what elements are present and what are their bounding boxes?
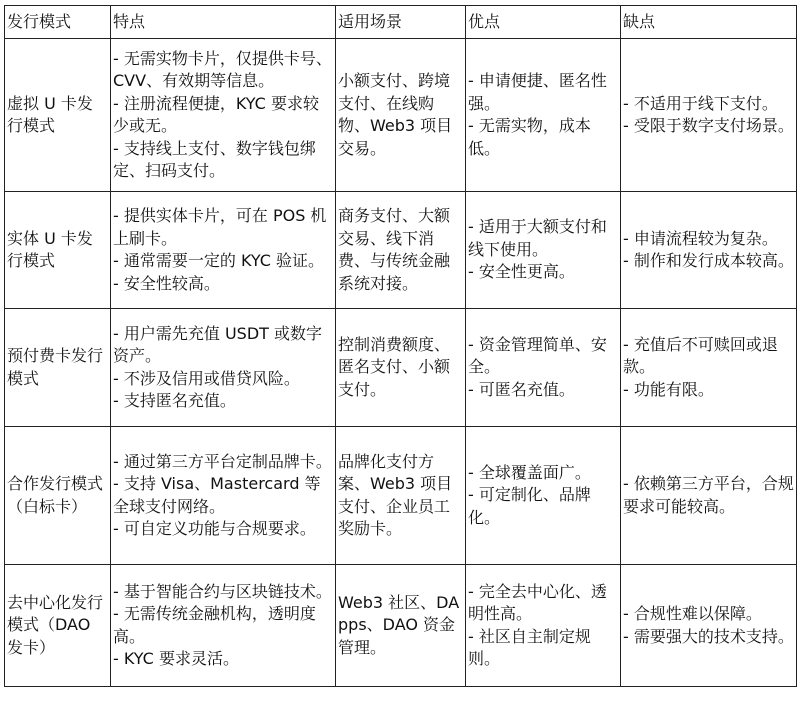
feature-item: - KYC 要求灵活。 xyxy=(113,649,239,668)
pro-item: - 无需实物，成本低。 xyxy=(468,116,591,158)
con-item: - 充值后不可赎回或退款。 xyxy=(623,334,778,377)
cell-features xyxy=(111,39,336,192)
cell-pros xyxy=(466,39,621,192)
feature-item: - 安全性较高。 xyxy=(113,273,220,293)
table-row xyxy=(5,427,797,565)
pro-item: - 资金管理简单、安全。 xyxy=(468,334,607,377)
table-row xyxy=(5,192,797,309)
cell-scenarios: 品牌化支付方案、Web3 项目支付、企业员工奖励卡。 xyxy=(336,427,466,565)
pro-item: - 完全去中心化、透明性高。 xyxy=(468,581,607,623)
feature-item: - 无需传统金融机构，透明度高。 xyxy=(113,604,316,646)
header-features: 特点 xyxy=(111,6,336,39)
con-item: - 制作和发行成本较高。 xyxy=(623,251,794,270)
cell-scenarios: 商务支付、大额交易、线下消费、与传统金融系统对接。 xyxy=(336,192,466,309)
feature-item: - 支持 Visa、Mastercard 等全球支付网络。 xyxy=(113,474,321,516)
con-item: - 不适用于线下支付。 xyxy=(623,93,778,113)
table-row xyxy=(5,565,797,687)
table-row xyxy=(5,39,797,192)
feature-item: - 通过第三方平台定制品牌卡。 xyxy=(113,451,332,471)
cell-features xyxy=(111,565,336,687)
con-item: - 受限于数字支付场景。 xyxy=(623,116,794,135)
cell-pros xyxy=(466,192,621,309)
cell-pros xyxy=(466,309,621,427)
cell-cons xyxy=(621,309,797,427)
header-cons: 缺点 xyxy=(621,6,797,39)
cell-pros xyxy=(466,427,621,565)
feature-item: - 支持线上支付、数字钱包绑定、扫码支付。 xyxy=(113,138,316,180)
feature-item: - 无需实物卡片，仅提供卡号、CVV、有效期等信息。 xyxy=(113,48,332,90)
header-scenarios: 适用场景 xyxy=(336,6,466,39)
pro-item: - 可匿名充值。 xyxy=(468,379,575,399)
con-item: - 申请流程较为复杂。 xyxy=(623,228,778,248)
cell-cons xyxy=(621,192,797,309)
pro-item: - 申请便捷、匿名性强。 xyxy=(468,71,607,113)
cell-cons xyxy=(621,39,797,192)
cell-mode: 虚拟 U 卡发行模式 xyxy=(5,39,111,192)
cell-scenarios: 小额支付、跨境支付、在线购物、Web3 项目交易。 xyxy=(336,39,466,192)
feature-item: - 用户需先充值 USDT 或数字资产。 xyxy=(113,323,322,365)
feature-item: - 注册流程便捷，KYC 要求较少或无。 xyxy=(113,93,319,135)
feature-item: - 可自定义功能与合规要求。 xyxy=(113,519,316,538)
pro-item: - 可定制化、品牌化。 xyxy=(468,485,591,527)
pro-item: - 适用于大额支付和线下使用。 xyxy=(468,217,607,259)
feature-item: - 基于智能合约与区块链技术。 xyxy=(113,581,332,601)
cell-pros xyxy=(466,565,621,687)
feature-item: - 不涉及信用或借贷风险。 xyxy=(113,368,300,388)
con-item: - 依赖第三方平台，合规要求可能较高。 xyxy=(623,474,794,516)
cell-features xyxy=(111,192,336,309)
cell-scenarios: 控制消费额度、匿名支付、小额支付。 xyxy=(336,309,466,427)
con-item: - 需要强大的技术支持。 xyxy=(623,626,794,646)
feature-item: - 支持匿名充值。 xyxy=(113,391,236,410)
cell-cons xyxy=(621,427,797,565)
header-mode: 发行模式 xyxy=(5,6,111,39)
pro-item: - 安全性更高。 xyxy=(468,262,575,282)
cell-mode: 预付费卡发行模式 xyxy=(5,309,111,427)
pro-item: - 全球覆盖面广。 xyxy=(468,462,591,482)
cell-cons xyxy=(621,565,797,687)
cell-mode: 去中心化发行模式（DAO 发卡） xyxy=(5,565,111,687)
cell-features xyxy=(111,309,336,427)
comparison-table xyxy=(4,5,797,687)
cell-features xyxy=(111,427,336,565)
cell-scenarios: Web3 社区、DApps、DAO 资金管理。 xyxy=(336,565,466,687)
feature-item: - 通常需要一定的 KYC 验证。 xyxy=(113,251,325,270)
header-pros: 优点 xyxy=(466,6,621,39)
pro-item: - 社区自主制定规则。 xyxy=(468,626,591,668)
con-item: - 功能有限。 xyxy=(623,379,714,399)
feature-item: - 提供实体卡片，可在 POS 机上刷卡。 xyxy=(113,206,327,248)
cell-mode: 实体 U 卡发行模式 xyxy=(5,192,111,309)
con-item: - 合规性难以保障。 xyxy=(623,604,762,623)
cell-mode: 合作发行模式（白标卡） xyxy=(5,427,111,565)
header-row xyxy=(5,6,797,39)
table-row xyxy=(5,309,797,427)
